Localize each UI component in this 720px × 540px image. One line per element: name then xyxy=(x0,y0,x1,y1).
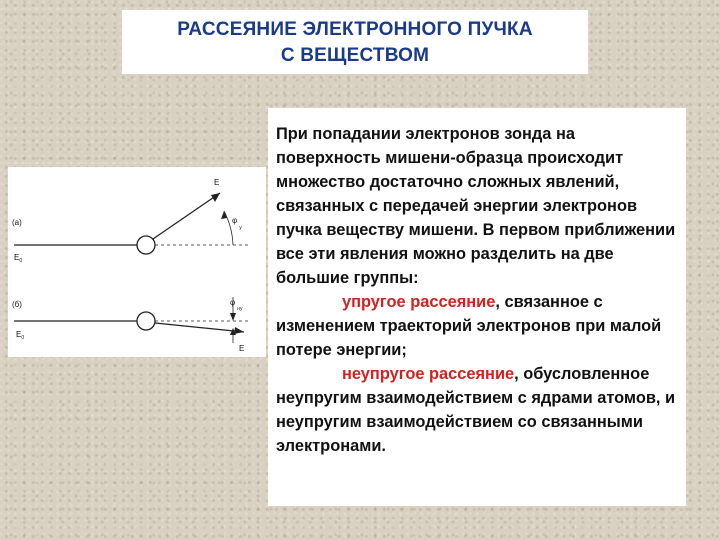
panel-a-atom xyxy=(137,236,155,254)
inelastic-scattering-description: , обусловленное неупругим взаимодействием с ядрами атомов, и неупругим взаимодействием со связанными электронами. xyxy=(276,365,676,455)
panel-a-label: (а) xyxy=(12,218,22,227)
inelastic-scattering-term: неупругое рассеяние xyxy=(342,365,515,383)
body-text xyxy=(276,122,678,458)
panel-b-scattered-beam xyxy=(155,323,244,332)
panel-a-scattered-beam xyxy=(153,193,220,239)
panel-b-phi-label: $\varphi_{ну}$ xyxy=(230,298,243,312)
panel-b-label: (б) xyxy=(12,300,22,309)
panel-b-atom xyxy=(137,312,155,330)
panel-b-arrowhead xyxy=(234,327,244,334)
panel-b-angle-arrow-top xyxy=(230,313,236,321)
body-text-box xyxy=(268,108,686,506)
panel-b-e-label: E xyxy=(239,344,245,353)
scattering-diagram-svg xyxy=(8,167,266,357)
scattering-diagram xyxy=(8,167,266,357)
title-line-1: РАССЕЯНИЕ ЭЛЕКТРОННОГО ПУЧКА xyxy=(177,19,533,40)
title-line-2: С ВЕЩЕСТВОМ xyxy=(280,45,430,66)
elastic-scattering-description: , связанное с изменением траекторий электронов при малой потере энергии; xyxy=(276,293,662,359)
elastic-scattering-term: упругое рассеяние xyxy=(342,293,496,311)
panel-b-e0-label: $E_0$ xyxy=(16,330,25,341)
panel-a-e-label: E xyxy=(214,178,220,187)
panel-a-phi-label: $\varphi_у$ xyxy=(232,216,242,231)
title-box xyxy=(122,10,588,74)
body-intro: При попадании электронов зонда на поверхность мишени-образца происходит множество достаточно сложных явлений, связанных с передачей энергии электронов пучка веществу мишени. В первом приближении все эти явления можно разделить на две большие группы: xyxy=(276,125,676,287)
panel-a-e0-label: $E_0$ xyxy=(14,253,23,264)
